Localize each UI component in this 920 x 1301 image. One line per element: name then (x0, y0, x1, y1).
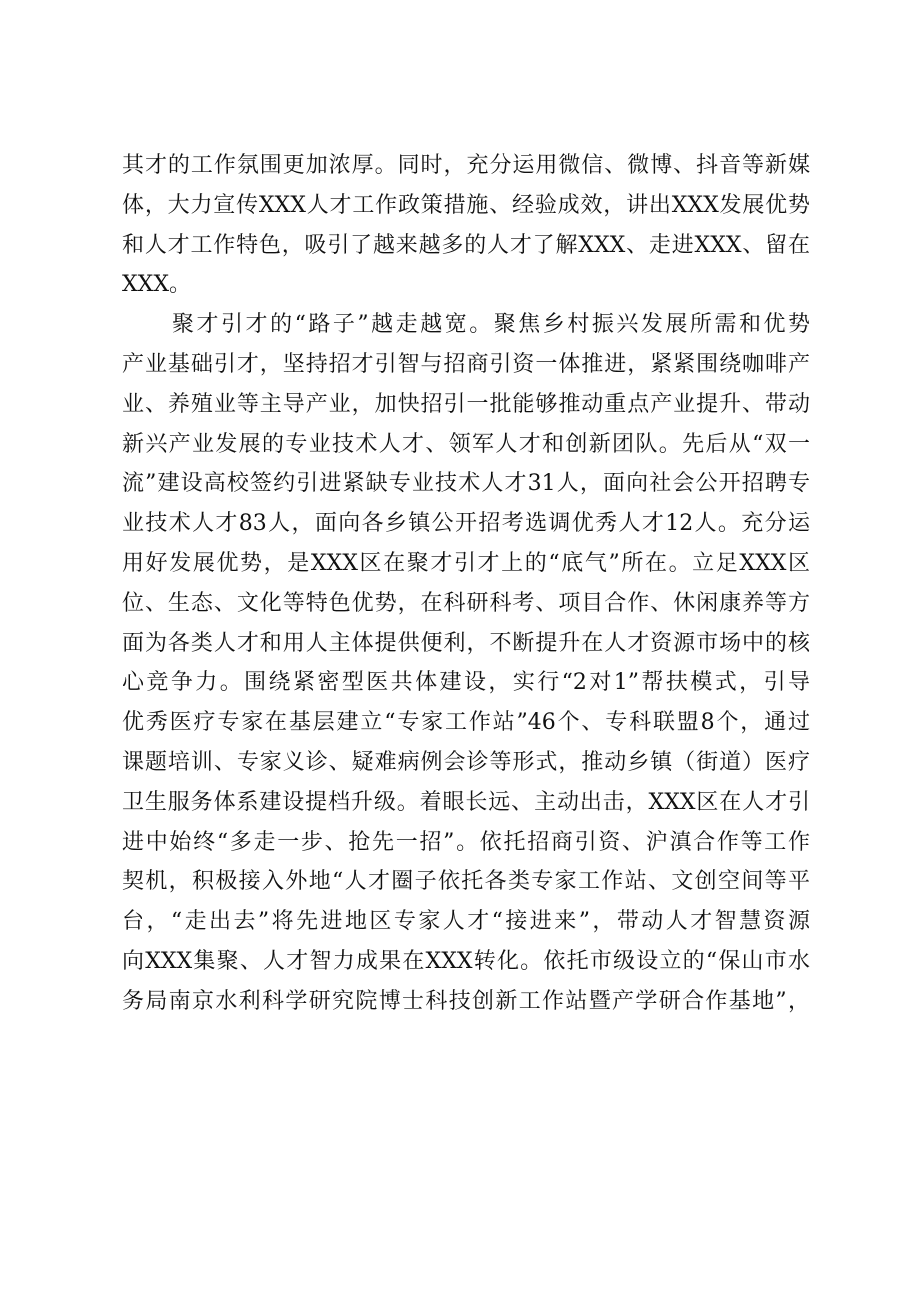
document-body (122, 146, 810, 1022)
text-line: 向XXX集聚、人才智力成果在XXX转化。依托市级设立的“保山市水 (122, 948, 810, 974)
text-line: 用好发展优势，是XXX区在聚才引才上的“底气”所在。立足XXX区 (122, 550, 810, 576)
text-line: 课题培训、专家义诊、疑难病例会诊等形式，推动乡镇（街道）医疗 (122, 749, 810, 775)
text-line: 业、养殖业等主导产业，加快招引一批能够推动重点产业提升、带动 (122, 391, 810, 417)
text-line: 业技术人才83人，面向各乡镇公开招考选调优秀人才12人。充分运 (122, 511, 810, 537)
text-line: 和人才工作特色，吸引了越来越多的人才了解XXX、走进XXX、留在 (122, 232, 810, 258)
text-line: 进中始终“多走一步、抢先一招”。依托招商引资、沪滇合作等工作 (122, 829, 810, 855)
text-line: 产业基础引才，坚持招才引智与招商引资一体推进，紧紧围绕咖啡产 (122, 351, 810, 377)
text-line: 契机，积极接入外地“人才圈子依托各类专家工作站、文创空间等平 (122, 869, 810, 895)
text-line: 务局南京水利科学研究院博士科技创新工作站暨产学研合作基地”， (122, 988, 810, 1014)
paragraph-first-line: 聚才引才的“路子”越走越宽。聚焦乡村振兴发展所需和优势 (172, 312, 810, 338)
text-line: 优秀医疗专家在基层建立“专家工作站”46个、专科联盟8个，通过 (122, 710, 810, 736)
text-line: 卫生服务体系建设提档升级。着眼长远、主动出击，XXX区在人才引 (122, 789, 810, 815)
text-line: 新兴产业发展的专业技术人才、领军人才和创新团队。先后从“双一 (122, 431, 810, 457)
text-line: 面为各类人才和用人主体提供便利，不断提升在人才资源市场中的核 (122, 630, 810, 656)
paragraph-end-line: XXX。 (122, 272, 191, 298)
text-line: 位、生态、文化等特色优势，在科研科考、项目合作、休闲康养等方 (122, 590, 810, 616)
text-line: 其才的工作氛围更加浓厚。同时，充分运用微信、微博、抖音等新媒 (122, 153, 810, 178)
text-line: 流”建设高校签约引进紧缺专业技术人才31人，面向社会公开招聘专 (122, 471, 810, 497)
text-line: 台，“走出去”将先进地区专家人才“接进来”，带动人才智慧资源 (122, 909, 810, 935)
text-line: 体，大力宣传XXX人才工作政策措施、经验成效，讲出XXX发展优势 (122, 192, 810, 218)
text-line: 心竞争力。围绕紧密型医共体建设，实行“2对1”帮扶模式，引导 (122, 670, 810, 696)
